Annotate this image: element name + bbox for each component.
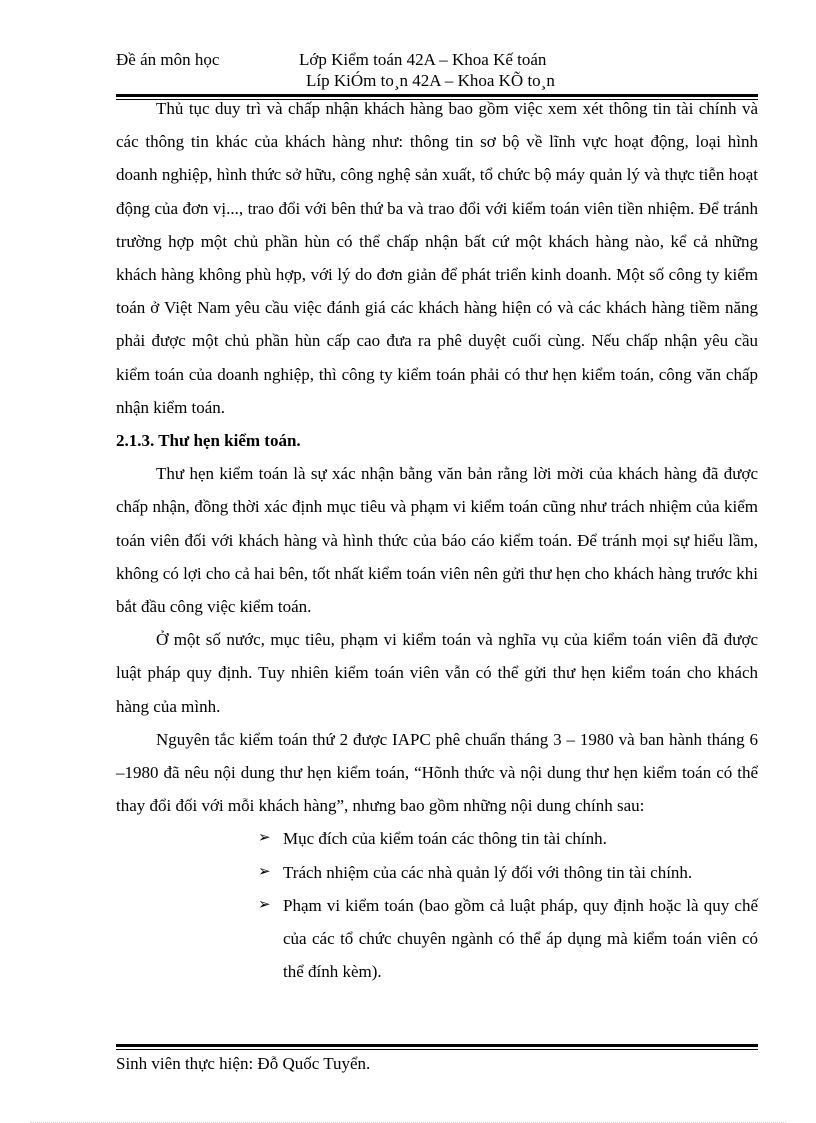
- arrow-bullet-icon: ➢: [258, 896, 271, 913]
- arrow-bullet-icon: ➢: [258, 863, 271, 880]
- paragraph-iapc-principle: Nguyên tắc kiểm toán thứ 2 được IAPC phê chuẩn tháng 3 – 1980 và ban hành tháng 6 –1980 đã nêu nội dung thư hẹn kiểm toán, “Hõnh thức và nội dung thư hẹn kiểm toán có thể thay đổi đối với mỗi khách hàng”, nhưng bao gồm những nội dung chính sau:: [116, 729, 758, 816]
- paragraph-legal-scope: Ở một số nước, mục tiêu, phạm vi kiểm toán và nghĩa vụ của kiểm toán viên đã được luật pháp quy định. Tuy nhiên kiểm toán viên vẫn có thể gửi thư hẹn kiểm toán cho khách hàng của mình.: [116, 630, 758, 716]
- arrow-bullet-icon: ➢: [258, 830, 271, 847]
- paragraph-engagement-letter: Thư hẹn kiểm toán là sự xác nhận bằng văn bản rằng lời mời của khách hàng đã được chấp nhận, đồng thời xác định mục tiêu và phạm vi kiểm toán cũng như trách nhiệm của kiểm toán viên đối với khách hàng và hình thức của báo cáo kiểm toán. Để tránh mọi sự hiểu lầm, không có lợi cho cả hai bên, tốt nhất kiểm toán viên nên gửi thư hẹn cho khách hàng trước khi bắt đầu công việc kiểm toán.: [116, 464, 758, 617]
- header-class: Lớp Kiểm toán 42A – Khoa Kế toán: [299, 50, 547, 69]
- header-class-legacy-font: Líp KiÓm to¸n 42A – Khoa KÕ to¸n: [306, 71, 555, 90]
- list-item: ➢ Phạm vi kiểm toán (bao gồm cả luật pháp, quy định hoặc là quy chế của các tổ chức chuyên ngành có thể áp dụng mà kiểm toán viên có thể đính kèm).: [258, 889, 758, 989]
- section-heading: 2.1.3. Thư hẹn kiểm toán.: [116, 431, 301, 451]
- header-course: Đề án môn học: [116, 50, 220, 69]
- list-item: ➢ Trách nhiệm của các nhà quản lý đối với thông tin tài chính.: [258, 856, 758, 889]
- list-item: ➢ Mục đích của kiểm toán các thông tin tài chính.: [258, 822, 758, 855]
- footer-rule-thin: [116, 1049, 758, 1050]
- footer-rule-thick: [116, 1044, 758, 1047]
- footer-author: Sinh viên thực hiện: Đỗ Quốc Tuyển.: [116, 1054, 371, 1073]
- bullet-list: [116, 822, 758, 988]
- paragraph-client-acceptance: Thủ tục duy trì và chấp nhận khách hàng bao gồm việc xem xét thông tin tài chính và các thông tin khác của khách hàng như: thông tin sơ bộ về lĩnh vực hoạt động, loại hình doanh nghiệp, hình thức sở hữu, công nghệ sản xuất, tổ chức bộ máy quản lý và thực tiễn hoạt động của đơn vị..., trao đổi với bên thứ ba và trao đổi với kiểm toán viên tiền nhiệm. Để tránh trường hợp một chủ phần hùn có thể chấp nhận bất cứ một khách hàng nào, kể cả những khách hàng không phù hợp, với lý do đơn giản để phát triển kinh doanh. Một số công ty kiểm toán ở Việt Nam yêu cầu việc đánh giá các khách hàng hiện có và các khách hàng tiềm năng phải được một chủ phần hùn cấp cao đưa ra phê duyệt cuối cùng. Nếu chấp nhận yêu cầu kiểm toán của doanh nghiệp, thì công ty kiểm toán phải có thư hẹn kiểm toán, công văn chấp nhận kiểm toán.: [116, 99, 758, 417]
- body-content: [116, 92, 758, 988]
